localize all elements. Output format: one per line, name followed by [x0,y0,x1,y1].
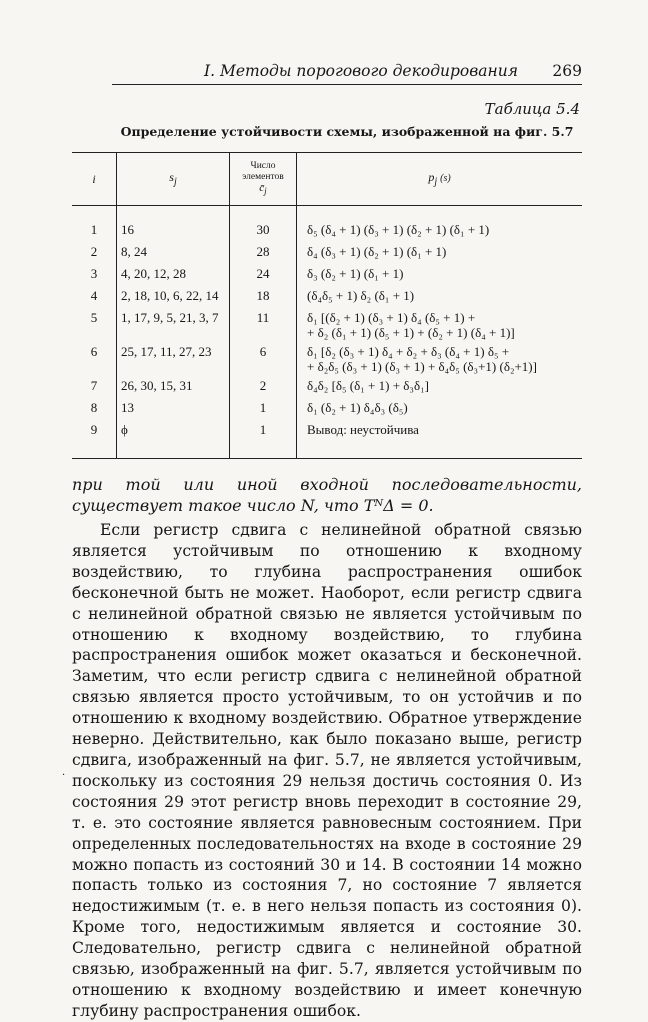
table-label: Таблица 5.4 [484,100,580,118]
cell-count: 30 [230,206,297,245]
cell-s: 4, 20, 12, 28 [117,266,230,288]
cell-s: 8, 24 [117,244,230,266]
table-row [72,344,582,378]
cell-i: 7 [90,378,98,393]
page-number: 269 [552,62,582,80]
header-rule [112,84,582,85]
cell-i: 2 [90,244,98,259]
running-title: I. Методы порогового декодирования [204,62,518,80]
table-row [72,206,582,245]
table-row [72,310,582,344]
table-row [72,378,582,400]
cell-p [297,344,583,378]
cell-p [297,288,583,310]
table-row [72,400,582,422]
cell-p [297,422,583,458]
table-bottom-rule [72,458,582,459]
cell-p [297,310,583,344]
table-row [72,288,582,310]
cell-count: 24 [230,266,297,288]
formula-line: δ₄δ₂ [δ₅ (δ₁ + 1) + δ₃δ₁] [307,378,429,393]
formula-line: δ₃ (δ₂ + 1) (δ₁ + 1) [307,266,404,281]
cell-count: 11 [230,310,297,344]
stability-table [72,152,582,458]
cell-s: 1, 17, 9, 5, 21, 3, 7 [117,310,230,344]
cell-p [297,206,583,245]
col-header-s: $s_j$ [117,153,230,206]
formula-line: δ₁ [(δ₂ + 1) (δ₃ + 1) δ₄ (δ₅ + 1) + [307,310,476,325]
cell-s: 2, 18, 10, 6, 22, 14 [117,288,230,310]
cell-count: 1 [230,400,297,422]
formula-line: δ₅ (δ₄ + 1) (δ₃ + 1) (δ₂ + 1) (δ₁ + 1) [307,222,490,237]
cell-i: 3 [90,266,98,281]
cell-s: 16 [117,206,230,245]
cell-s: 13 [117,400,230,422]
formula-line: + δ₂δ₅ (δ₃ + 1) (δ₃ + 1) + δ₄δ₅ (δ₃+1) (δ₂+1)] [307,359,537,374]
margin-dot: · [62,770,66,781]
cell-s: 26, 30, 15, 31 [117,378,230,400]
formula-line: δ₁ (δ₂ + 1) δ₄δ₃ (δ₅) [307,400,408,415]
col-header-p: $p_j$ (s) [297,153,583,206]
cell-p [297,244,583,266]
cell-count: 28 [230,244,297,266]
cell-i: 4 [90,288,98,303]
running-header [112,62,582,82]
col-header-count: Число элементов $c̄_j$ [230,153,297,206]
formula-line: δ₁ [δ₂ (δ₃ + 1) δ₄ + δ₂ + δ₃ (δ₄ + 1) δ₅ + [307,344,510,359]
formula-line: (δ₄δ₅ + 1) δ₂ (δ₁ + 1) [307,288,415,303]
paragraph-continuation: при той или иной входной последовательности, существует такое число N, что TᴺΔ = 0. [72,475,582,515]
formula-line: Вывод: неустойчива [307,422,419,437]
cell-s: 25, 17, 11, 27, 23 [117,344,230,378]
table-row [72,422,582,458]
formula-line: δ₄ (δ₃ + 1) (δ₂ + 1) (δ₁ + 1) [307,244,447,259]
table-caption: Определение устойчивости схемы, изображенной на фиг. 5.7 [120,124,574,139]
col-header-i: i [72,153,117,206]
cell-i: 5 [90,310,98,325]
cell-i: 1 [90,222,98,237]
cell-p [297,266,583,288]
cell-i: 8 [90,400,98,415]
formula-line: + δ₂ (δ₁ + 1) (δ₅ + 1) + (δ₂ + 1) (δ₄ + 1)] [307,325,515,340]
cell-p [297,400,583,422]
cell-s: ϕ [117,422,230,458]
cell-count: 2 [230,378,297,400]
paragraph-main: Если регистр сдвига с нелинейной обратной связью является устойчивым по отношению к входному воздействию, то глубина распространения ошибок бесконечной быть не может. Наоборот, если регистр сдвига с нелинейной обратной связью не является устойчивым по отношению к входному воздействию, то глубина распространения ошибок может оказаться и бесконечной. Заметим, что если регистр сдвига с нелинейной обратной связью является просто устойчивым, то он устойчив и по отношению к входному воздействию. Обратное утверждение неверно. Действительно, как было показано выше, регистр сдвига, изображенный на фиг. 5.7, не является устойчивым, поскольку из состояния 29 нельзя достичь состояния 0. Из состояния 29 этот регистр вновь переходит в состояние 29, т. е. это состояние является равновесным состоянием. При определенных последовательностях на входе в состояние 29 можно попасть из состояний 30 и 14. В состоянии 14 можно попасть только из состояния 7, но состояние 7 является недостижимым (т. е. в него нельзя попасть из состояния 0). Кроме того, недостижимым является и состояние 30. Следовательно, регистр сдвига с нелинейной обратной связью, изображенный на фиг. 5.7, является устойчивым по отношению к входному воздействию и имеет конечную глубину распространения ошибок. [72,521,582,1020]
cell-count: 18 [230,288,297,310]
table-header-row [72,153,582,206]
cell-i: 9 [90,422,98,437]
table-row [72,244,582,266]
table-row [72,266,582,288]
cell-count: 6 [230,344,297,378]
cell-i: 6 [90,344,98,359]
cell-p [297,378,583,400]
cell-count: 1 [230,422,297,458]
